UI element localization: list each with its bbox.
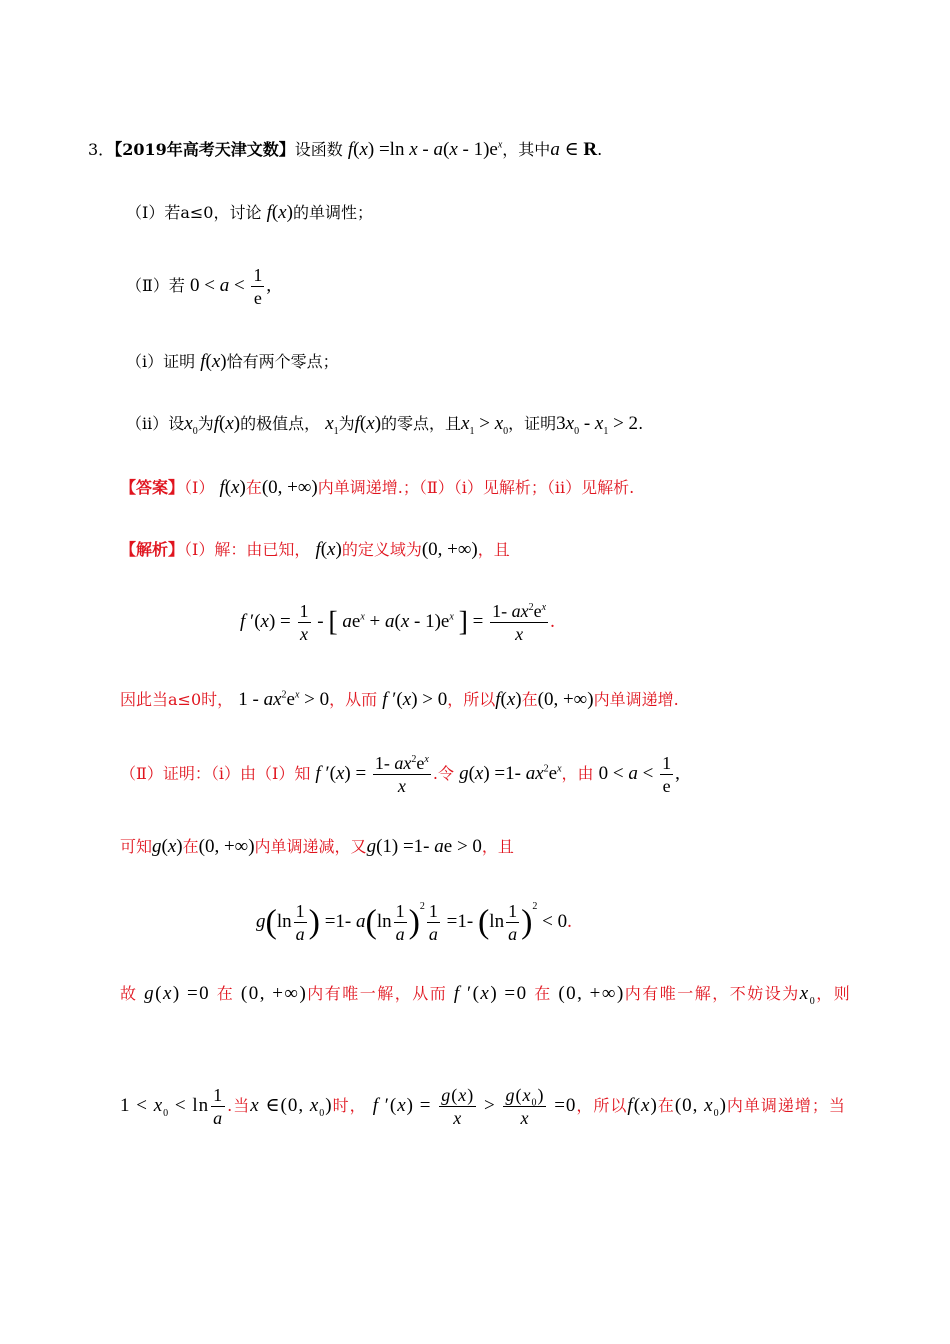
sub-question-2: （ii）设$x_0$为f(x)的极值点， $x_1$为f(x)的零点，且$x_1 > x_0$，证明$3x_0 - x_1 > 2$. xyxy=(126,413,644,437)
analysis-line-4 xyxy=(120,752,680,797)
analysis-text: 内有唯一解，不妨设为 xyxy=(624,984,800,1003)
inequality: $1 - ax^2e^x > 0$ xyxy=(238,689,330,710)
analysis-text: 的定义域为 xyxy=(341,540,422,559)
sub2-text: 的零点，且 xyxy=(381,414,462,433)
analysis-text: 在 xyxy=(182,837,199,856)
fx: f(x) xyxy=(219,477,246,498)
sub2-text: 的极值点， xyxy=(240,414,321,433)
answer-text: 内单调递增.；（Ⅱ）（i）见解析；（ii）见解析. xyxy=(317,478,635,497)
sub2-text: 为 xyxy=(197,414,214,433)
x0: $x_0$ xyxy=(184,413,198,437)
analysis-line-1 xyxy=(120,540,510,559)
analysis-label: 【解析】 xyxy=(120,540,185,559)
fx: f(x) xyxy=(315,539,342,560)
interval: (0, +∞) xyxy=(558,983,625,1004)
fx: f(x) xyxy=(213,413,241,434)
analysis-text: （Ⅰ）解：由已知， xyxy=(184,540,311,559)
sub2-label: （ii）设 xyxy=(126,414,185,433)
derivative-equation: f ′(x) =0 xyxy=(453,983,528,1004)
g-equation: g(x) =0 xyxy=(144,983,211,1004)
part1-label: （Ⅰ）若 xyxy=(126,203,181,222)
function-definition: f(x) =ln x - $a(x - 1)e^x$ xyxy=(347,139,503,160)
analysis-text: ，则 xyxy=(816,984,852,1003)
part1-tail: 的单调性； xyxy=(292,203,373,222)
analysis-text: 故 xyxy=(120,984,138,1003)
analysis-text: 内有唯一解，从而 xyxy=(307,984,448,1003)
intro-tail: ，其中 xyxy=(502,140,551,159)
analysis-text: 可知 xyxy=(120,837,153,856)
part-2 xyxy=(126,264,271,309)
sub1-label: （i）证明 xyxy=(126,352,196,371)
analysis-line-5 xyxy=(120,837,514,856)
analysis-line-7 xyxy=(120,983,852,1007)
analysis-text: ，所以 xyxy=(576,1095,628,1115)
analysis-text: 内单调递增；当 xyxy=(726,1095,846,1115)
period: . xyxy=(597,140,603,159)
interval: (0, +∞) xyxy=(537,689,594,710)
fx: f(x) xyxy=(354,413,382,434)
analysis-line-3 xyxy=(120,690,679,709)
answer-label: 【答案】 xyxy=(120,478,185,497)
analysis-text: ，由 xyxy=(561,763,594,783)
problem-statement xyxy=(88,140,602,159)
analysis-text: 因此当 xyxy=(120,690,169,709)
x0: $x_0$ xyxy=(799,983,817,1007)
analysis-text: （Ⅱ）证明：（i）由（Ⅰ）知 xyxy=(120,763,311,783)
analysis-text: 在 xyxy=(521,690,538,709)
answer-text: 在 xyxy=(245,478,262,497)
problem-number: 3． xyxy=(88,140,115,159)
g1-value: g(1) =1- ae > 0 xyxy=(366,836,482,857)
analysis-text: 在 xyxy=(534,984,552,1003)
sub2-text: ，证明 xyxy=(508,414,557,433)
x1: $x_1$ xyxy=(325,413,339,437)
interval: (0, +∞) xyxy=(261,477,318,498)
sub-question-1 xyxy=(126,352,339,371)
analysis-text: 时， xyxy=(332,1095,367,1115)
interval-x0: (0, $x_0$) xyxy=(674,1094,727,1119)
fx: f(x) xyxy=(266,202,293,223)
analysis-text: 内单调递增. xyxy=(593,690,679,709)
analysis-text: ，且 xyxy=(481,837,514,856)
interval: (0, +∞) xyxy=(421,539,478,560)
analysis-text: a≤0时， xyxy=(168,690,234,709)
analysis-text: ，所以 xyxy=(447,690,496,709)
interval: (0, +∞) xyxy=(198,836,255,857)
part-1 xyxy=(126,203,373,222)
analysis-text: 内单调递减，又 xyxy=(254,837,367,856)
sub2-text: 为 xyxy=(338,414,355,433)
interval: (0, +∞) xyxy=(240,983,308,1004)
x-in-interval: x ∈(0, $x_0$) xyxy=(250,1094,333,1119)
answer-part1: （Ⅰ） xyxy=(184,478,215,497)
sub1-tail: 恰有两个零点； xyxy=(226,352,339,371)
answer-line xyxy=(120,478,634,497)
fx: f(x) xyxy=(627,1094,658,1116)
part2-condition: 0 < a < $\frac{1}{e}$ , xyxy=(189,265,272,308)
derivative-comparison: f ′(x) = $\frac{g(x)}{x}$ > $\frac{g(x_0)}{x}$ =0 xyxy=(372,1085,577,1128)
analysis-text: 在 xyxy=(657,1095,675,1115)
derivative-formula: f ′(x) = $\frac{1}{x}$ - [ $ae^x + a(x - 1)e^x$ ] = $\frac{1- ax^2e^x}{x}$ . xyxy=(240,601,555,644)
g-definition: g(x) =1- $ax^2e^x$ xyxy=(459,762,562,784)
intro-text: 设函数 xyxy=(294,140,343,159)
inequality: f ′(x) > 0 xyxy=(382,689,448,710)
domain-condition: a ∈ R xyxy=(550,139,598,160)
analysis-text: .令 xyxy=(432,763,454,783)
fx: f(x) xyxy=(200,351,227,372)
part1-condition: a≤0，讨论 xyxy=(180,203,262,222)
a-range: 0 < a < $\frac{1}{e}$ , xyxy=(598,753,680,796)
analysis-text: 在 xyxy=(216,984,235,1003)
fx: f(x) xyxy=(495,689,522,710)
problem-source: 【2019年高考天津文数】 xyxy=(114,140,295,159)
analysis-line-8 xyxy=(120,1084,846,1129)
g-ln-formula: g(ln $\frac{1}{a}$ ) =1- a(ln $\frac{1}{a}$ )$^2$ $\frac{1}{a}$ =1- (ln $\frac{1}{a}$ )$^2$ < 0. xyxy=(256,900,572,944)
gx: g(x) xyxy=(152,836,183,857)
x1-gt-x0: $x_1 > x_0$ xyxy=(461,413,509,437)
analysis-text: ，从而 xyxy=(329,690,378,709)
x0-range: $1 < x_0 < \ln$ $\frac{1}{a}$ xyxy=(120,1085,224,1128)
part2-label: （Ⅱ）若 xyxy=(126,275,185,295)
derivative-formula: f ′(x) = $\frac{1- ax^2e^x}{x}$ xyxy=(315,753,429,796)
analysis-text: .当 xyxy=(227,1095,251,1115)
analysis-text: ，且 xyxy=(477,540,510,559)
claim: $3x_0 - x_1 > 2$ xyxy=(556,413,639,437)
